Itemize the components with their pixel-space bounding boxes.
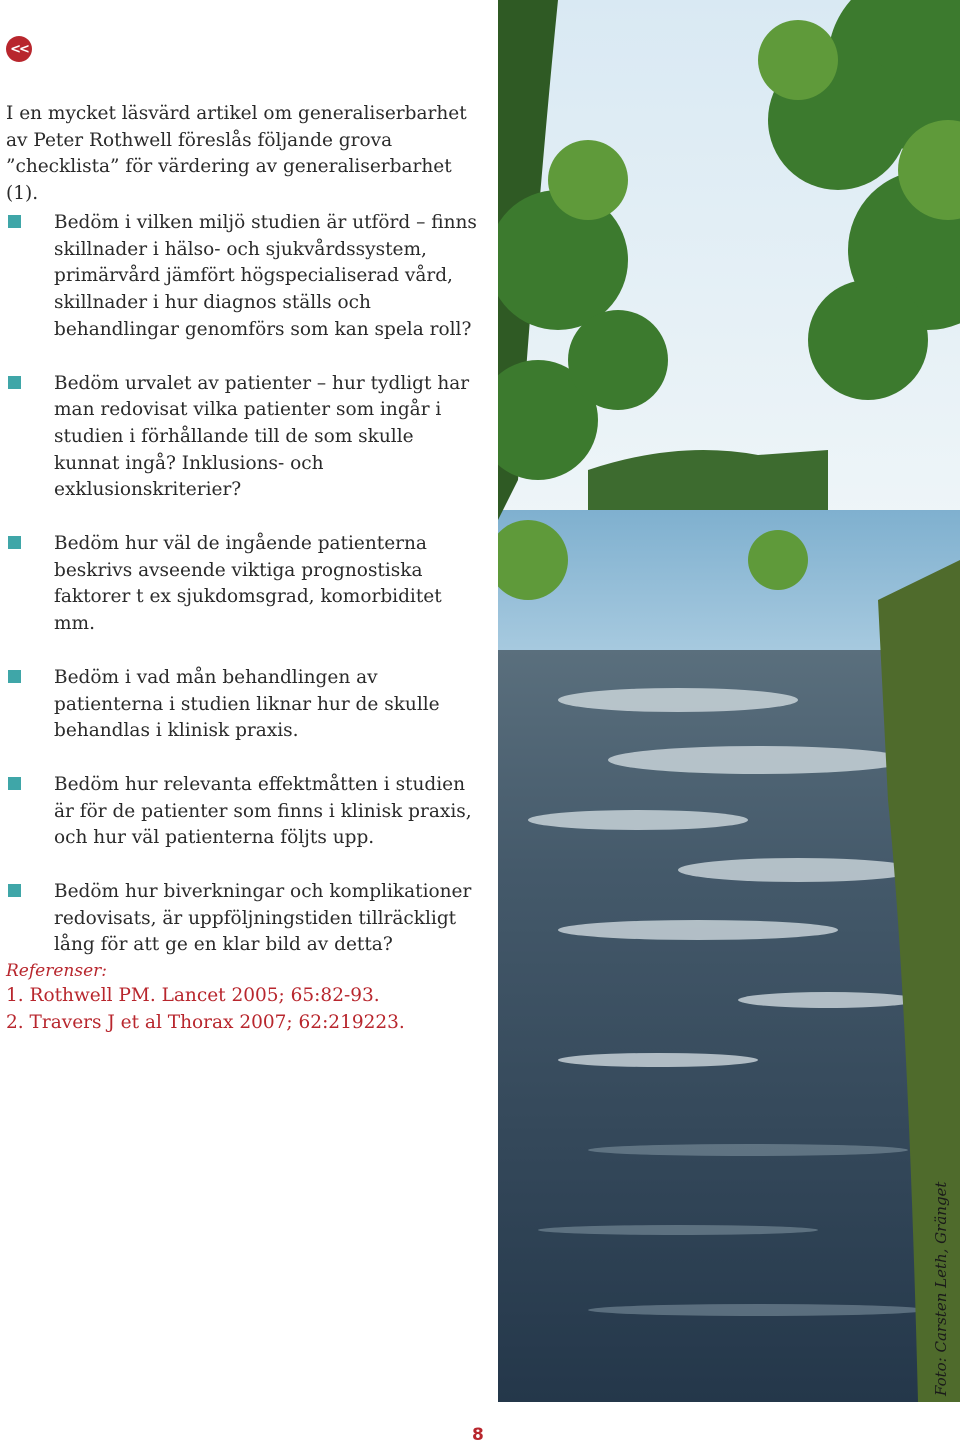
checklist: [8, 210, 478, 959]
checklist-item-text: Bedöm hur relevanta effektmåtten i studien är för de patienter som finns i klinisk praxis, och hur väl patienterna följts upp.: [54, 773, 472, 849]
square-bullet-icon: [8, 536, 21, 549]
checklist-item: [8, 531, 478, 638]
checklist-item: [8, 371, 478, 505]
checklist-item-text: Bedöm i vilken miljö studien är utförd – finns skillnader i hälso- och sjukvårdssystem, primärvård jämfört högspecialiserad vård, skillnader i hur diagnos ställs och behandlingar genomförs som kan spela roll?: [54, 212, 477, 340]
square-bullet-icon: [8, 884, 21, 897]
river-photo: [498, 0, 960, 1402]
square-bullet-icon: [8, 670, 21, 683]
square-bullet-icon: [8, 215, 21, 228]
checklist-item: [8, 772, 478, 852]
checklist-item: [8, 210, 478, 344]
references-heading: Referenser:: [6, 961, 107, 981]
checklist-item: [8, 879, 478, 959]
back-button[interactable]: <<: [6, 36, 32, 62]
checklist-item: [8, 665, 478, 745]
photo-credit: Foto: Carsten Leth, Gränget: [932, 1181, 950, 1396]
references: [6, 960, 405, 1036]
reference-item: 1. Rothwell PM. Lancet 2005; 65:82-93.: [6, 985, 380, 1006]
reference-item: 2. Travers J et al Thorax 2007; 62:219223.: [6, 1012, 405, 1033]
square-bullet-icon: [8, 376, 21, 389]
checklist-item-text: Bedöm hur väl de ingående patienterna beskrivs avseende viktiga prognostiska faktorer t ex sjukdomsgrad, komorbiditet mm.: [54, 533, 442, 635]
square-bullet-icon: [8, 777, 21, 790]
checklist-item-text: Bedöm i vad mån behandlingen av patienterna i studien liknar hur de skulle behandlas i klinisk praxis.: [54, 666, 440, 742]
checklist-item-text: Bedöm hur biverkningar och komplikationer redovisats, är uppföljningstiden tillräckligt lång för att ge en klar bild av detta?: [54, 881, 472, 956]
intro-paragraph: I en mycket läsvärd artikel om generaliserbarhet av Peter Rothwell föreslås följande grova ”checklista” för värdering av generaliserbarhet (1).: [6, 103, 467, 205]
page-number: 8: [472, 1425, 484, 1445]
checklist-item-text: Bedöm urvalet av patienter – hur tydligt har man redovisat vilka patienter som ingår i studien i förhållande till de som skulle kunnat ingå? Inklusions- och exklusionskriterier?: [54, 372, 470, 501]
